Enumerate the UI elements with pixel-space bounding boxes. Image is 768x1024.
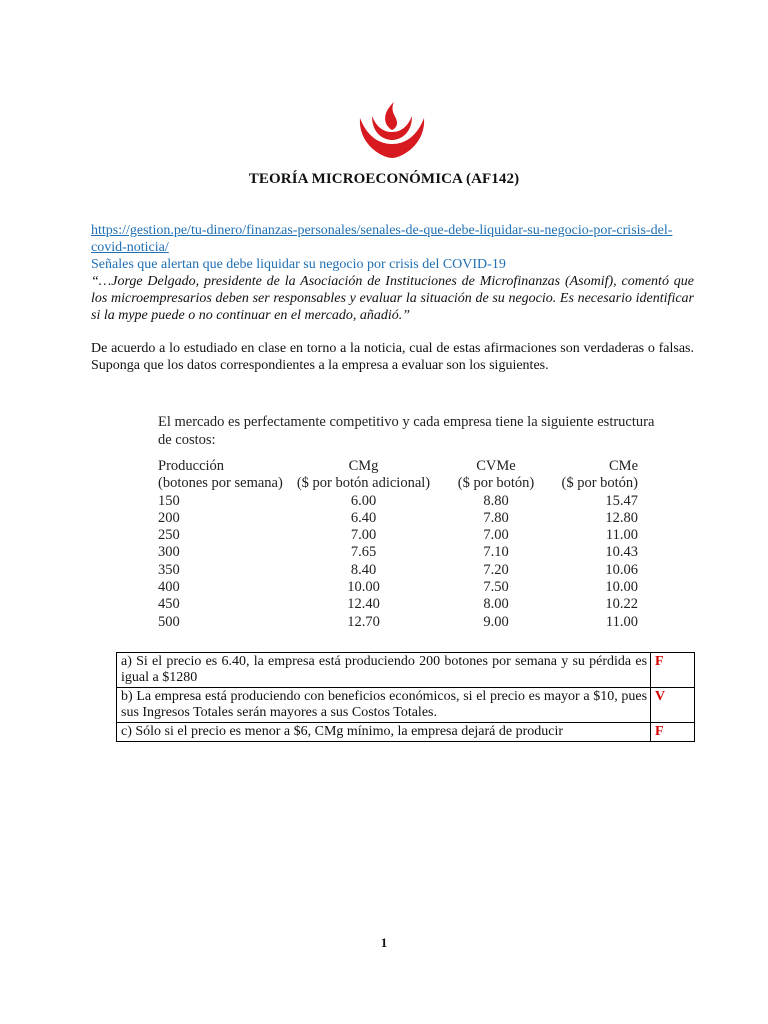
cost-table-cell: 8.00 [483, 596, 509, 613]
cost-table-cell: 12.40 [347, 596, 380, 613]
page-number: 1 [380, 935, 388, 950]
cost-table-cell: 10.22 [605, 596, 638, 613]
cost-table-subheader [158, 475, 638, 492]
cost-table-cell: 7.50 [483, 579, 509, 596]
document-title: TEORÍA MICROECONÓMICA (AF142) [248, 171, 520, 187]
cost-table-cell: 10.00 [605, 579, 638, 596]
answer-statement: a) Si el precio es 6.40, la empresa está produciendo 200 botones por semana y su pérdida es igual a $1280 [117, 653, 651, 688]
cost-table-cell: 11.00 [605, 613, 638, 630]
instructions-paragraph: De acuerdo a lo estudiado en clase en torno a la noticia, cual de estas afirmaciones son verdaderas o falsas. Suponga que los datos correspondientes a la empresa a evaluar son los siguientes. [91, 341, 694, 373]
cost-table-cell: 7.65 [350, 544, 377, 561]
cost-table-cell: 250 [158, 527, 180, 544]
header-cell: CVMe [476, 458, 516, 474]
cost-structure-intro: El mercado es perfectamente competitivo y cada empresa tiene la siguiente estructura de costos: [158, 414, 655, 448]
cost-table-cell: 500 [158, 613, 180, 630]
cost-table-cell: 7.10 [483, 544, 509, 561]
cost-table-cell: 300 [158, 544, 180, 561]
cost-table-row [158, 579, 638, 596]
answer-mark: V [651, 688, 695, 723]
cost-table-cell: 10.43 [605, 544, 638, 561]
cost-table-cell: 10.06 [605, 561, 638, 578]
subheader-cell: ($ por botón) [561, 475, 638, 492]
cost-table-cell: 7.00 [483, 527, 509, 544]
cost-table-body [158, 493, 638, 631]
answer-mark: F [651, 653, 695, 688]
cost-table-row [158, 614, 638, 631]
cost-table-row [158, 527, 638, 544]
cost-table-header [158, 458, 638, 475]
answer-row [117, 688, 695, 723]
cost-table-cell: 7.80 [483, 509, 509, 526]
cost-table-cell: 9.00 [483, 613, 509, 630]
cost-table-cell: 200 [158, 509, 180, 526]
cost-table-cell: 10.00 [347, 579, 380, 596]
cost-table-cell: 450 [158, 596, 180, 613]
cost-table-cell: 12.80 [605, 509, 638, 526]
news-quote: “…Jorge Delgado, presidente de la Asociación de Instituciones de Microfinanzas (Asomif), comentó que los microempresarios deben ser responsables y evaluar la situación de su negocio. Es necesario identificar si la mype puede o no continuar en el mercado, añadió.” [91, 274, 694, 323]
header-cell: CMe [609, 458, 638, 474]
cost-table-cell: 6.00 [350, 492, 377, 509]
cost-table-cell: 150 [158, 492, 180, 509]
cost-table-cell: 8.40 [350, 561, 377, 578]
answer-mark: F [651, 723, 695, 742]
cost-table-cell: 11.00 [605, 527, 638, 544]
cost-structure-figure [158, 413, 678, 631]
answer-statement: b) La empresa está produciendo con beneficios económicos, si el precio es mayor a $10, pues sus Ingresos Totales serán mayores a sus Costos Totales. [117, 688, 651, 723]
cost-table-cell: 15.47 [605, 492, 638, 509]
answers-table [116, 652, 695, 742]
cost-table-cell: 350 [158, 561, 180, 578]
cost-table-cell: 8.80 [483, 492, 509, 509]
cost-table [158, 458, 638, 631]
cost-table-row [158, 544, 638, 561]
cost-table-row [158, 493, 638, 510]
cost-table-cell: 12.70 [347, 613, 380, 630]
cost-table-cell: 6.40 [350, 509, 377, 526]
news-headline: Señales que alertan que debe liquidar su negocio por crisis del COVID-19 [91, 257, 506, 272]
header-cell: Producción [158, 458, 225, 474]
cost-table-cell: 7.20 [483, 561, 509, 578]
cost-table-cell: 400 [158, 579, 180, 596]
answer-statement: c) Sólo si el precio es menor a $6, CMg mínimo, la empresa dejará de producir [117, 723, 651, 742]
upc-logo [352, 100, 432, 160]
cost-table-row [158, 562, 638, 579]
header-cell: CMg [348, 458, 379, 474]
cost-table-row [158, 510, 638, 527]
subheader-cell: ($ por botón adicional) [296, 475, 431, 492]
news-link[interactable]: https://gestion.pe/tu-dinero/finanzas-personales/senales-de-que-debe-liquidar-su-negocio-por-crisis-del-covid-noticia/ [91, 223, 673, 255]
subheader-cell: (botones por semana) [158, 475, 283, 492]
cost-table-row [158, 596, 638, 613]
answer-row [117, 653, 695, 688]
subheader-cell: ($ por botón) [457, 475, 535, 492]
cost-table-cell: 7.00 [350, 527, 377, 544]
answer-row [117, 723, 695, 742]
